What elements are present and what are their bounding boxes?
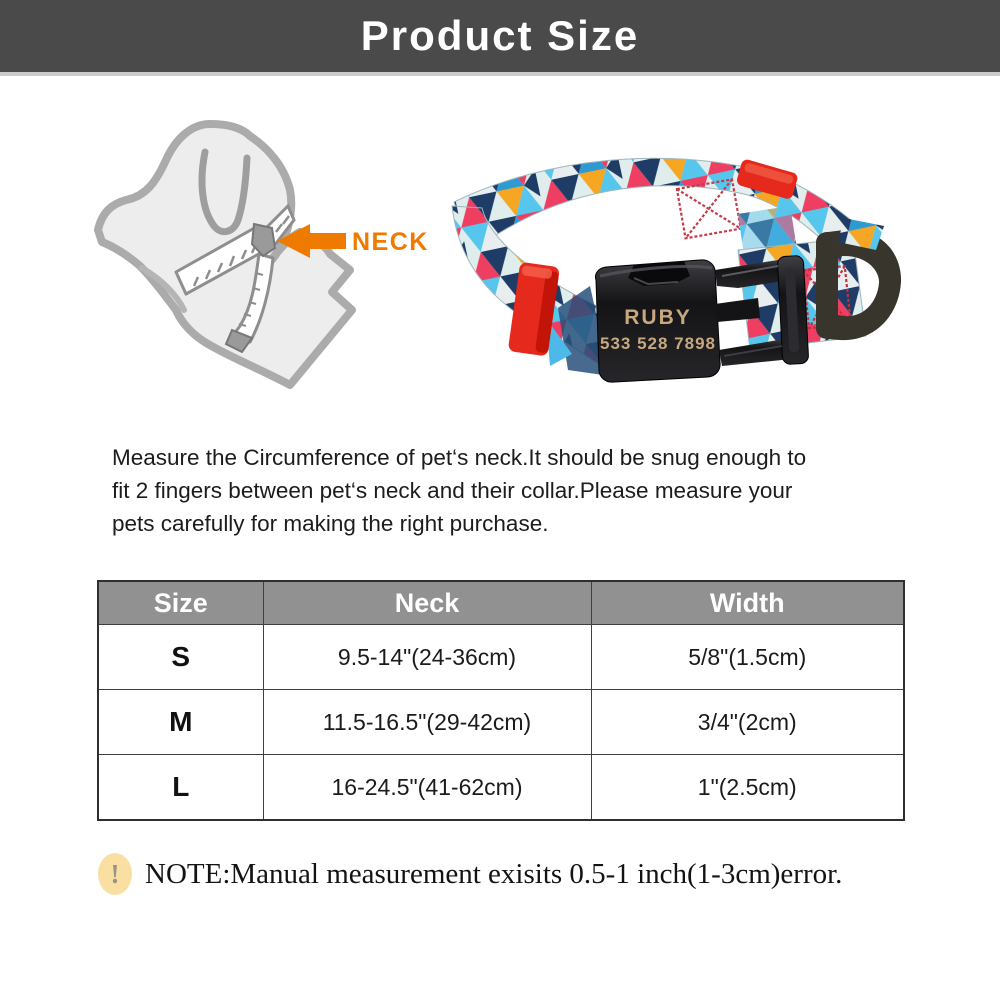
note-row (98, 853, 842, 895)
neck-value: 11.5-16.5"(29-42cm) (263, 690, 591, 755)
size-value: S (98, 625, 263, 690)
size-value: M (98, 690, 263, 755)
neck-value: 16-24.5"(41-62cm) (263, 755, 591, 821)
width-value: 3/4"(2cm) (591, 690, 904, 755)
table-row (98, 625, 904, 690)
exclamation-icon: ! (98, 853, 132, 895)
table-row (98, 755, 904, 821)
dog-neck-measure-illustration (82, 98, 432, 438)
width-value: 1"(2.5cm) (591, 755, 904, 821)
header-bar (0, 0, 1000, 76)
measure-instructions (112, 441, 912, 540)
width-value: 5/8"(1.5cm) (591, 625, 904, 690)
instruction-line: Measure the Circumference of pet‘s neck.It should be snug enough to (112, 445, 807, 470)
table-header-row (98, 581, 904, 625)
size-table (97, 580, 905, 821)
engraving-name: RUBY (624, 306, 692, 329)
size-value: L (98, 755, 263, 821)
collar-product-photo (438, 118, 998, 408)
col-header-size: Size (98, 581, 263, 625)
table-row (98, 690, 904, 755)
neck-value: 9.5-14"(24-36cm) (263, 625, 591, 690)
instruction-line: fit 2 fingers between pet‘s neck and their collar.Please measure your (112, 478, 793, 503)
note-text: NOTE:Manual measurement exisits 0.5-1 inch(1-3cm)error. (145, 857, 843, 890)
instruction-line: pets carefully for making the right purchase. (112, 511, 549, 536)
engraving-phone: 533 528 7898 (600, 334, 716, 353)
neck-label: NECK (352, 228, 429, 256)
col-header-width: Width (591, 581, 904, 625)
page-title: Product Size (360, 12, 640, 59)
col-header-neck: Neck (263, 581, 591, 625)
